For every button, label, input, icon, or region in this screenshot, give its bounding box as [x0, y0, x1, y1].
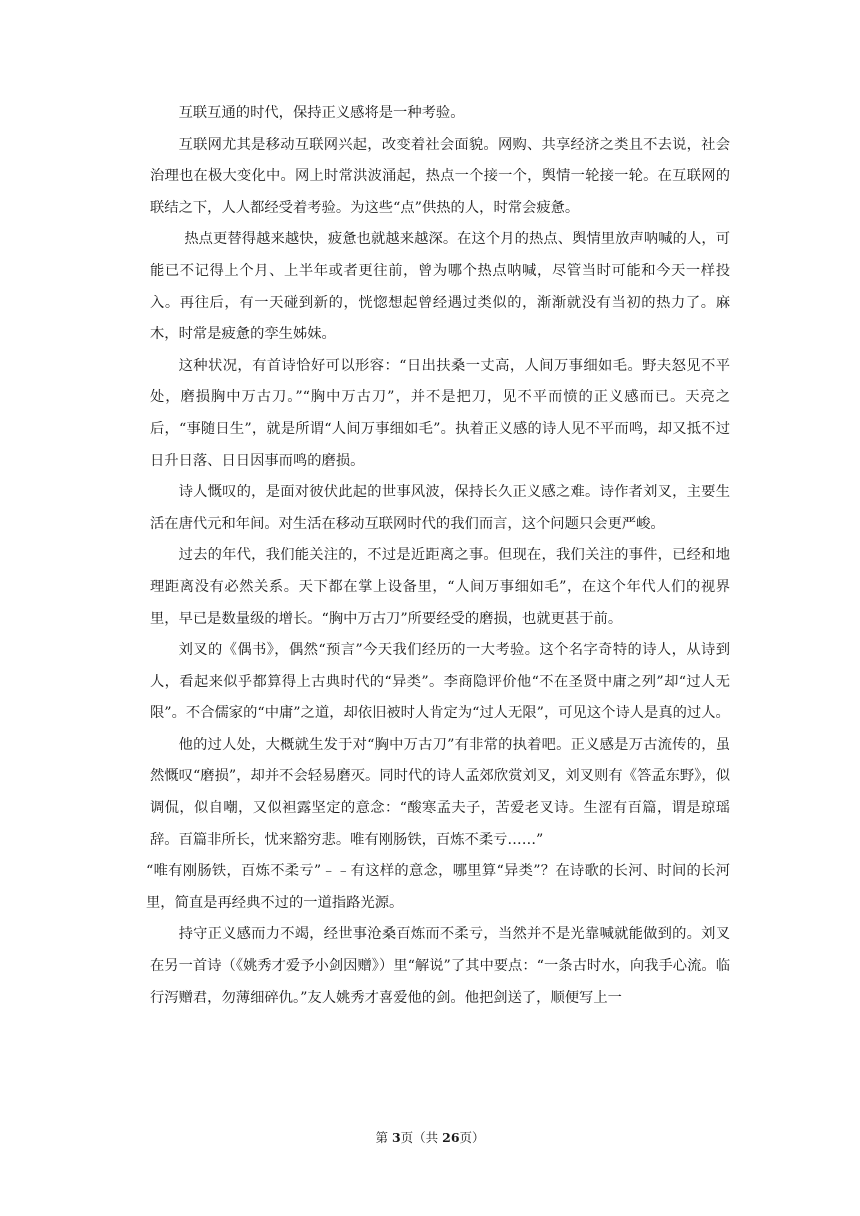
- page-footer: [0, 1128, 860, 1146]
- paragraph-3: 热点更替得越来越快，疲惫也就越来越深。在这个月的热点、舆情里放声呐喊的人，可能已不记得上个月、上半年或者更往前，曾为哪个热点呐喊，尽管当时可能和今天一样投入。再往后，有一天碰到新的，恍惚想起曾经遇过类似的，渐渐就没有当初的热力了。麻木，时常是疲惫的孪生姊妹。: [150, 231, 730, 343]
- document-body: [146, 98, 730, 1014]
- paragraph-6: 过去的年代，我们能关注的，不过是近距离之事。但现在，我们关注的事件，已经和地理距离没有必然关系。天下都在掌上设备里，“人间万事细如毛”，在这个年代人们的视界里，早已是数量级的增长。“胸中万古刀”所要经受的磨损，也就更甚于前。: [150, 547, 730, 627]
- paragraph-8: 他的过人处，大概就生发于对“胸中万古刀”有非常的执着吧。正义感是万古流传的，虽然慨叹“磨损”，却并不会轻易磨灭。同时代的诗人孟郊欣赏刘叉，刘叉则有《答孟东野》，似调侃，似自嘲，又似袒露坚定的意念：“酸寒孟夫子，苦爱老叉诗。生涩有百篇，谓是琼瑶辞。百篇非所长，忧来豁穷悲。唯有刚肠铁，百炼不柔亏……”: [150, 736, 730, 848]
- paragraph-2: 互联网尤其是移动互联网兴起，改变着社会面貌。网购、共享经济之类且不去说，社会治理也在极大变化中。网上时常洪波涌起，热点一个接一个，舆情一轮接一轮。在互联网的联结之下，人人都经受着考验。为这些“点”供热的人，时常会疲惫。: [150, 136, 730, 216]
- footer-middle: 页（共: [400, 1130, 443, 1145]
- paragraph-1: 互联互通的时代，保持正义感将是一种考验。: [178, 105, 465, 121]
- footer-page-number: 3: [391, 1130, 401, 1145]
- footer-suffix: 页）: [459, 1130, 485, 1145]
- footer-prefix: 第: [375, 1130, 392, 1145]
- footer-total-pages: 26: [442, 1130, 460, 1145]
- paragraph-5: 诗人慨叹的，是面对彼伏此起的世事风波，保持长久正义感之难。诗作者刘叉，主要生活在唐代元和年间。对生活在移动互联网时代的我们而言，这个问题只会更严峻。: [150, 484, 730, 532]
- paragraph-4: 这种状况，有首诗恰好可以形容：“日出扶桑一丈高，人间万事细如毛。野夫怒见不平处，磨损胸中万古刀。”“胸中万古刀”，并不是把刀，见不平而愤的正义感而已。天亮之后，“事随日生”，就是所谓“人间万事细如毛”。执着正义感的诗人见不平而鸣，却又抵不过日升日落、日日因事而鸣的磨损。: [150, 357, 730, 469]
- paragraph-7: 刘叉的《偶书》，偶然“预言”今天我们经历的一大考验。这个名字奇特的诗人，从诗到人，看起来似乎都算得上古典时代的“异类”。李商隐评价他“不在圣贤中庸之列”却“过人无限”。不合儒家的“中庸”之道，却依旧被时人肯定为“过人无限”，可见这个诗人是真的过人。: [150, 642, 730, 722]
- paragraph-10: 持守正义感而力不竭，经世事沧桑百炼而不柔亏，当然并不是光靠喊就能做到的。刘叉在另一首诗（《姚秀才爱予小剑因赠》）里“解说”了其中要点：“一条古时水，向我手心流。临行泻赠君，勿薄细碎仇。”友人姚秀才喜爱他的剑。他把剑送了，顺便写上一: [150, 926, 730, 1006]
- paragraph-9: “唯有刚肠铁，百炼不柔亏”﹣﹣有这样的意念，哪里算“异类”？在诗歌的长河、时间的长河里，简直是再经典不过的一道指路光源。: [146, 863, 730, 911]
